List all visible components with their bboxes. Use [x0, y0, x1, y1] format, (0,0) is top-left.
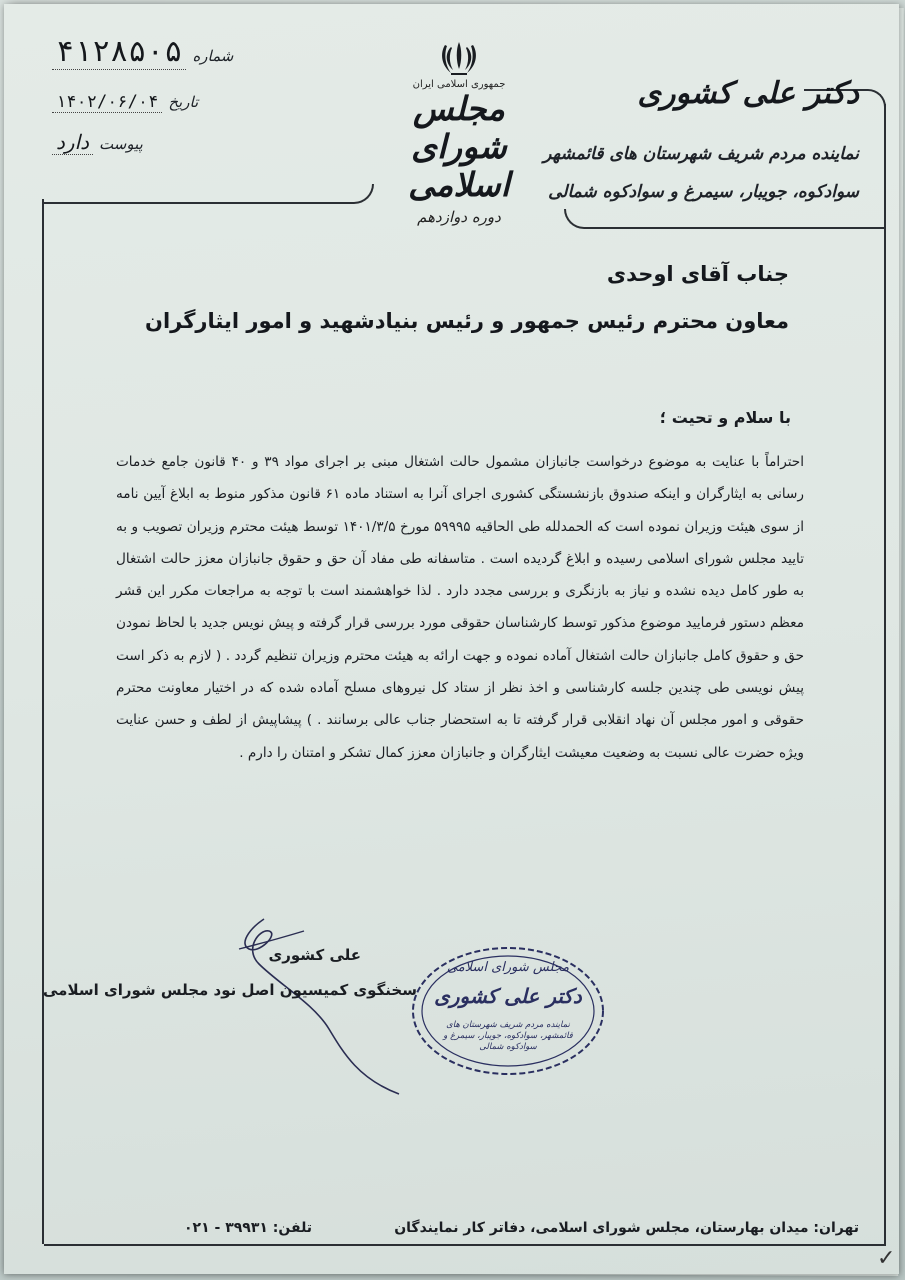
number-value: ۴۱۲۸۵۰۵ [52, 34, 186, 70]
signer-title: سخنگوی کمیسیون اصل نود مجلس شورای اسلامی [43, 981, 417, 999]
footer-address: تهران: میدان بهارستان، مجلس شورای اسلامی، دفاتر کار نمایندگان [394, 1220, 859, 1236]
greeting: با سلام و تحیت ؛ [659, 408, 791, 427]
attachment-value: دارد [52, 130, 93, 155]
addressee-title: معاون محترم رئیس جمهور و رئیس بنیادشهید و امور ایثارگران [145, 309, 789, 333]
letter-sheet [4, 4, 899, 1274]
stamp-subtitle: نماینده مردم شریف شهرستان های قائمشهر، سوادکوه، جویبار، سیمرغ و سوادکوه شمالی [443, 1020, 573, 1052]
letter-number-field [52, 34, 233, 70]
frame-right-curve [564, 209, 886, 229]
frame-left-curve [42, 184, 374, 204]
date-value: ۱۴۰۲/۰۶/۰۴ [52, 92, 162, 113]
handwritten-signature [219, 909, 419, 1099]
official-stamp [409, 944, 607, 1079]
stamp-name: دکتر علی کشوری [434, 984, 582, 1008]
footer-phone: تلفن: ۳۹۹۳۱ - ۰۲۱ [184, 1220, 313, 1236]
stamp-top-text: مجلس شورای اسلامی [446, 960, 570, 975]
check-mark-icon: ✓ [877, 1246, 896, 1271]
attachment-label: پیوست [99, 135, 143, 153]
mp-name: دکتر علی کشوری [637, 76, 859, 111]
signer-name: علی کشوری [268, 946, 361, 964]
letter-date-field [52, 92, 198, 113]
addressee-name: جناب آقای اوحدی [606, 262, 789, 286]
date-label: تاریخ [168, 93, 199, 111]
parliament-emblem [399, 39, 519, 239]
letter-attachment-field [52, 130, 143, 155]
parliament-title: مجلس شورای اسلامی [408, 89, 510, 204]
letter-body: احتراماً با عنایت به موضوع درخواست جانبازان مشمول حالت اشتغال مبنی بر اجرای مواد ۳۹ و ۴۰ قانون جامع خدمات رسانی به ایثارگران و اینکه صندوق بازنشستگی کشوری اجرای آنرا به استناد ماده ۶۱ قانون مذکور منوط به ابلاغ آیین نامه از سوی هیئت وزیران نموده است که الحمدلله طی الحاقیه ۵۹۹۹۵ مورخ ۱۴۰۱/۳/۵ توسط هیئت محترم وزیران تصویب و به تایید مجلس شورای اسلامی رسیده و ابلاغ گردیده است . متاسفانه طی مفاد آن حق و حقوق جانبازان معزز حالت اشتغال به طور کامل دیده نشده و نیاز به بازنگری و بررسی مجدد دارد . لذا خواهشمند است با توجه به مراجعات مکرر این قشر معظم دستور فرمایید موضوع مذکور توسط کارشناسان حقوقی مورد بررسی قرار گرفته و پیش نویس جدید با لحاظ نمودن حق و حقوق کامل جانبازان حالت اشتغال آماده نموده و جهت ارائه به هیئت محترم وزیران تنظیم گردد . ( لازم به ذکر است پیش نویسی طی چندین جلسه کارشناسی و اخذ نظر از ستاد کل نیروهای مسلح آماده شده که در اختیار معاونت محترم حقوقی و امور مجلس آن نهاد انقلابی قرار گرفته تا به استحضار جناب عالی برسانند . ) پیشاپیش از لطف و حسن عنایت ویژه حضرت عالی نسبت به وضعیت معیشت ایثارگران و جانبازان معزز کمال تشکر و امتنان را دارم . [116, 454, 804, 761]
number-label: شماره [192, 47, 234, 65]
frame-left-line [42, 199, 44, 1244]
footer-divider [44, 1244, 886, 1246]
mp-constituency-line2: سوادکوه، جویبار، سیمرغ و سوادکوه شمالی [548, 182, 859, 202]
iran-emblem-icon [439, 39, 479, 77]
mp-constituency-line1: نماینده مردم شریف شهرستان های قائمشهر [543, 144, 859, 164]
parliament-term: دوره دوازدهم [417, 208, 501, 226]
republic-text: جمهوری اسلامی ایران [412, 79, 506, 90]
frame-right-line [884, 104, 886, 1244]
